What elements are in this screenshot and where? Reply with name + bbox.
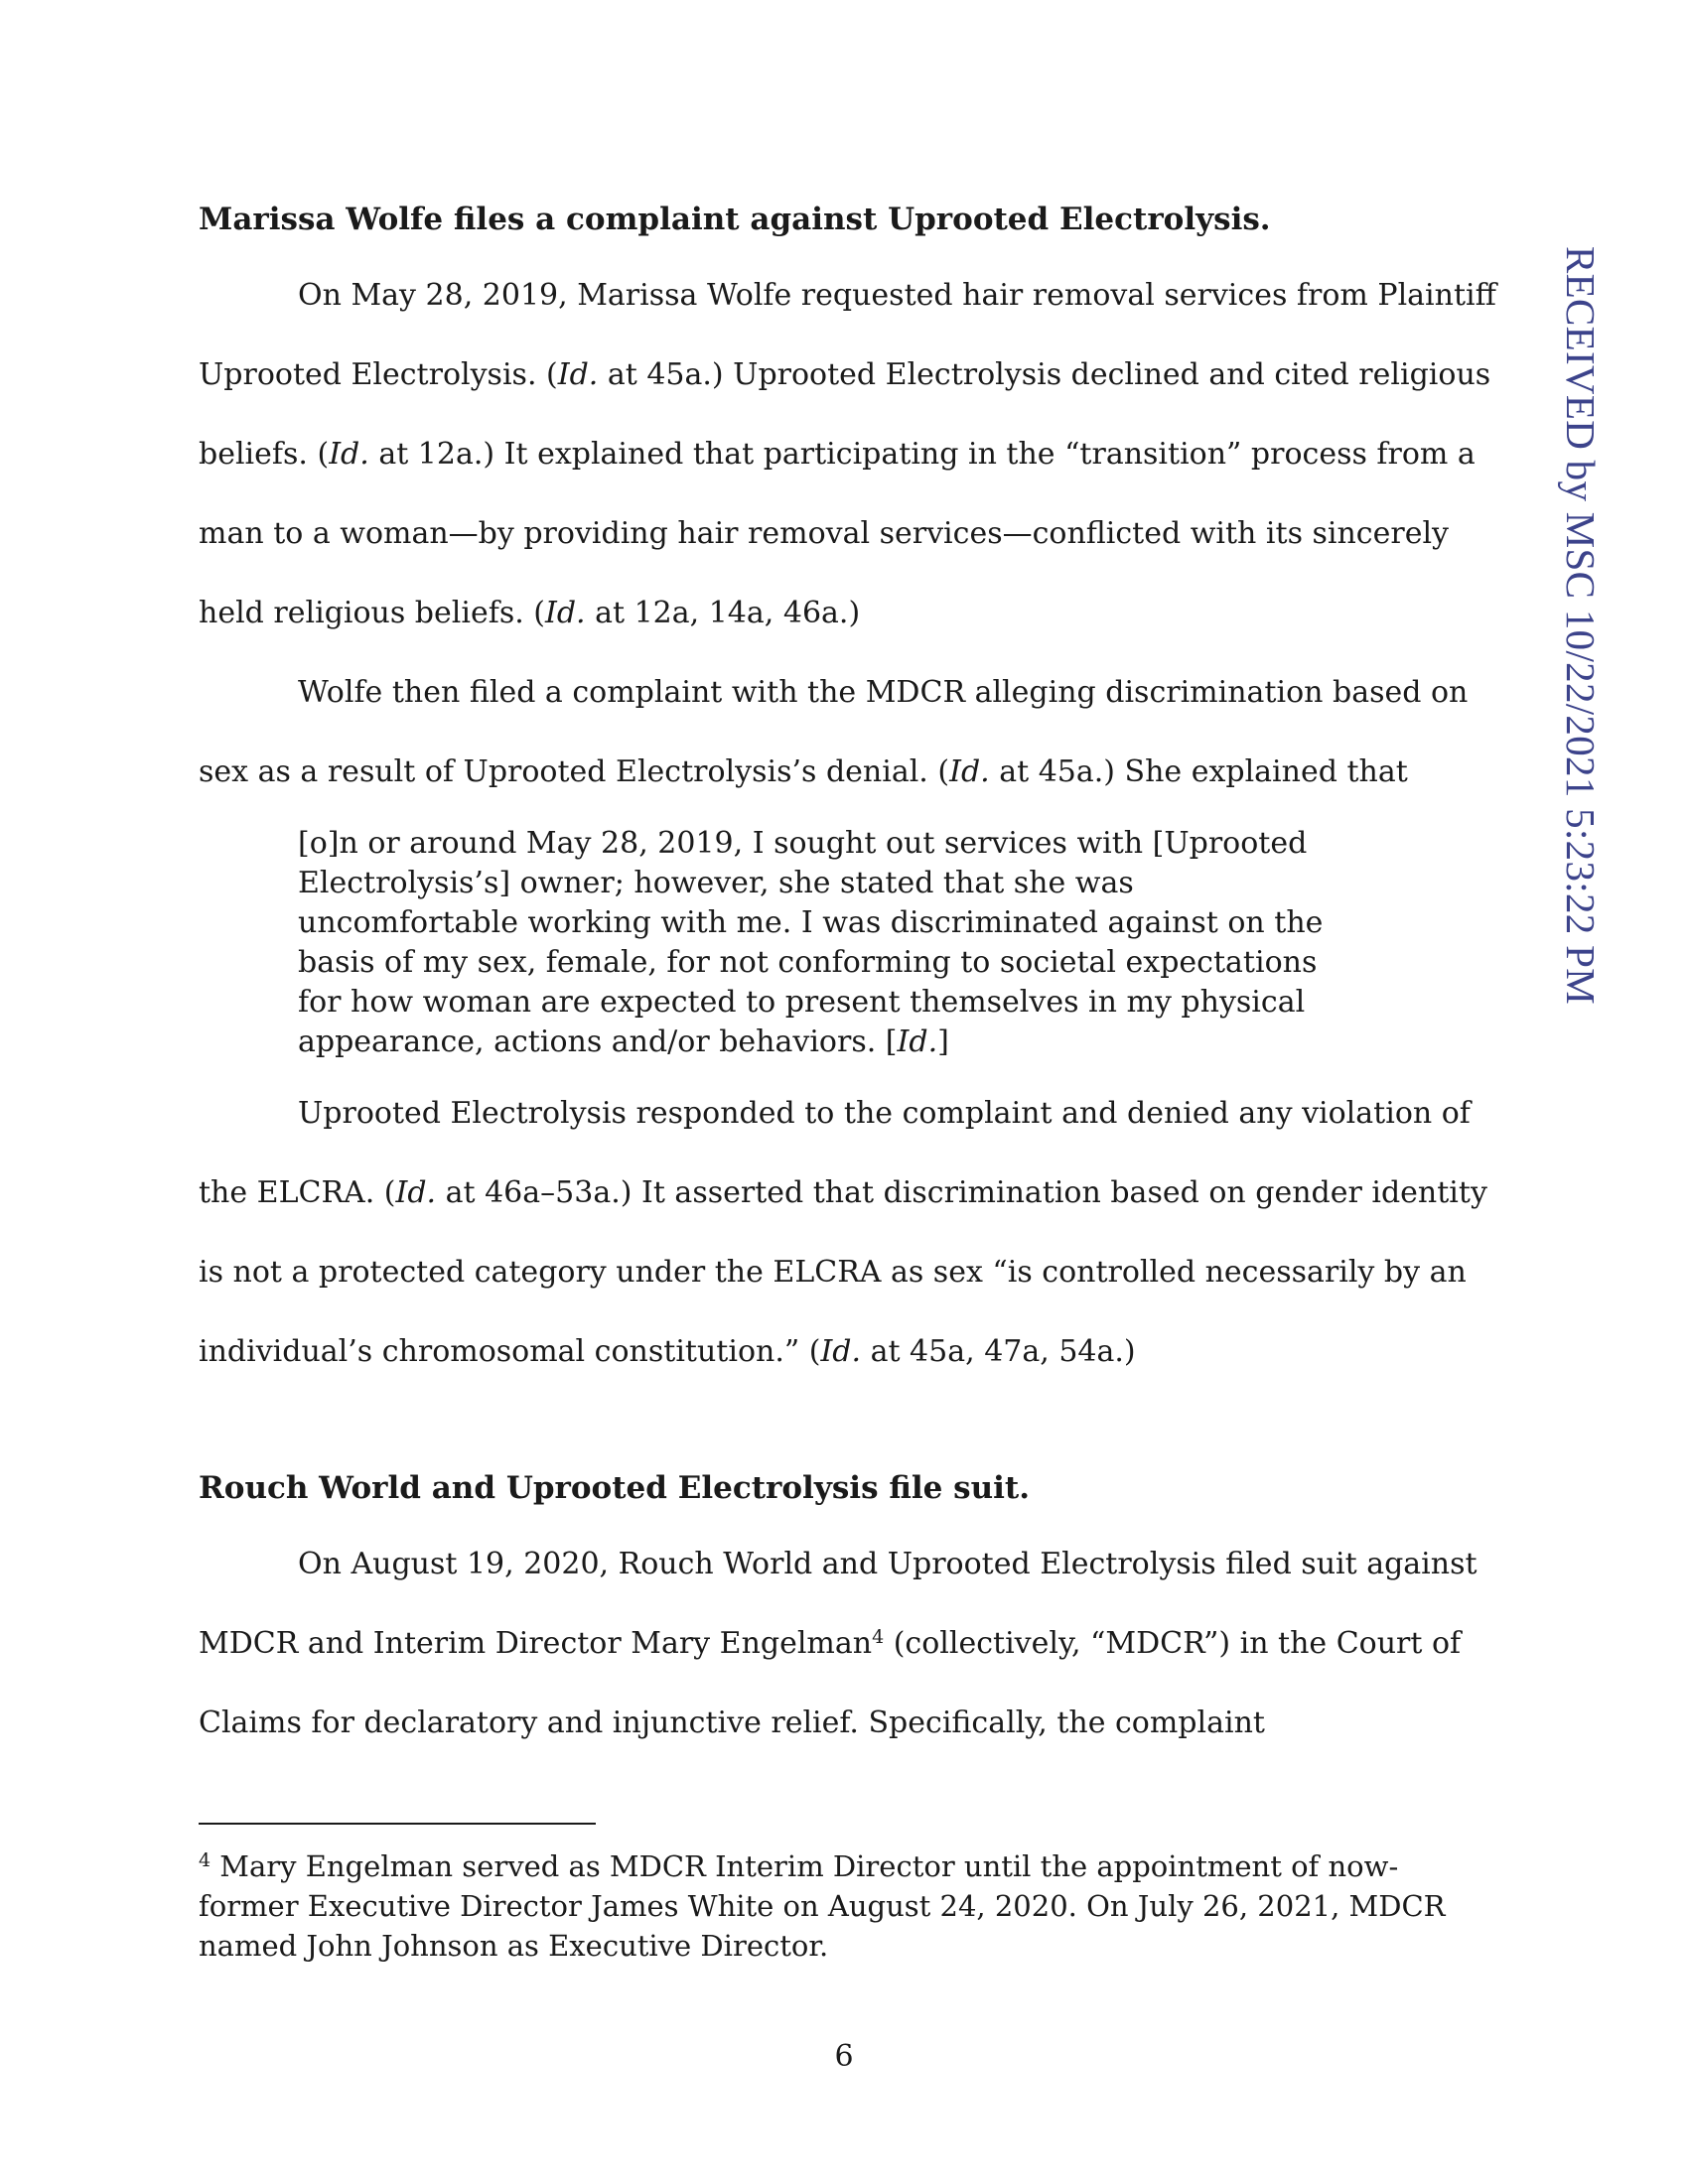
footnote-divider — [199, 1823, 596, 1825]
citation-id: Id. — [557, 357, 599, 392]
paragraph-wolfe-mdcr-complaint: Wolfe then filed a complaint with the MDCR alleging discrimination based on sex as a result of Uprooted Electrolysis’s denial. (Id. at 45a.) She explained that — [199, 675, 1469, 789]
paragraph-uprooted-response: Uprooted Electrolysis responded to the complaint and denied any violation of the ELCRA. (Id. at 46a–53a.) It asserted that discrimination based on gender identity is not a protected category under the ELCRA as sex “is controlled necessarily by an individual’s chromosomal constitution.” (Id. at 45a, 47a, 54a.) — [199, 1096, 1487, 1369]
citation-id: Id. — [395, 1175, 437, 1210]
footnote-4 — [199, 1846, 1489, 1966]
document-body — [199, 195, 1499, 1763]
paragraph-wolfe-request: On May 28, 2019, Marissa Wolfe requested hair removal services from Plaintiff Uprooted Electrolysis. (Id. at 45a.) Uprooted Electrolysis declined and cited religious beliefs. (Id. at 12a.) It explained that participating in the “transition” process from a man to a woman—by providing hair removal services—conflicted with its sincerely held religious beliefs. (Id. at 12a, 14a, 46a.) — [199, 278, 1496, 630]
footnote-reference[interactable]: 4 — [872, 1626, 885, 1648]
footnote-text: Mary Engelman served as MDCR Interim Director until the appointment of now-former Executive Director James White on August 24, 2020. On July 26, 2021, MDCR named John Johnson as Executive Director. — [199, 1849, 1446, 1963]
section-heading-file-suit: Rouch World and Uprooted Electrolysis file suit. — [199, 1470, 1031, 1506]
block-quote-complaint: [o]n or around May 28, 2019, I sought out services with [Uprooted Electrolysis’s] owner; however, she stated that she was uncomfortable working with me. I was discriminated against on the basis of my sex, female, for not conforming to societal expectations for how woman are expected to present themselves in my physical appearance, actions and/or behaviors. [Id.] — [298, 826, 1324, 1059]
section-spacer — [199, 1392, 1499, 1463]
footnote-number: 4 — [199, 1849, 211, 1871]
citation-id: Id. — [949, 754, 990, 789]
section-heading-wolfe-complaint: Marissa Wolfe files a complaint against Uprooted Electrolysis. — [199, 202, 1271, 237]
received-stamp: RECEIVED by MSC 10/22/2021 5:23:22 PM — [1558, 246, 1604, 1005]
paragraph-suit-filed: On August 19, 2020, Rouch World and Uprooted Electrolysis filed suit against MDCR and Interim Director Mary Engelman$^4$ (collectively, “MDCR”) in the Court of Claims for declaratory and injunctive relief. Specifically, the complaint — [199, 1547, 1477, 1740]
citation-id: Id. — [329, 437, 369, 472]
citation-id: Id. — [820, 1334, 862, 1369]
citation-id: Id. — [897, 1024, 938, 1059]
citation-id: Id. — [544, 596, 586, 630]
page-number: 6 — [834, 2039, 854, 2074]
